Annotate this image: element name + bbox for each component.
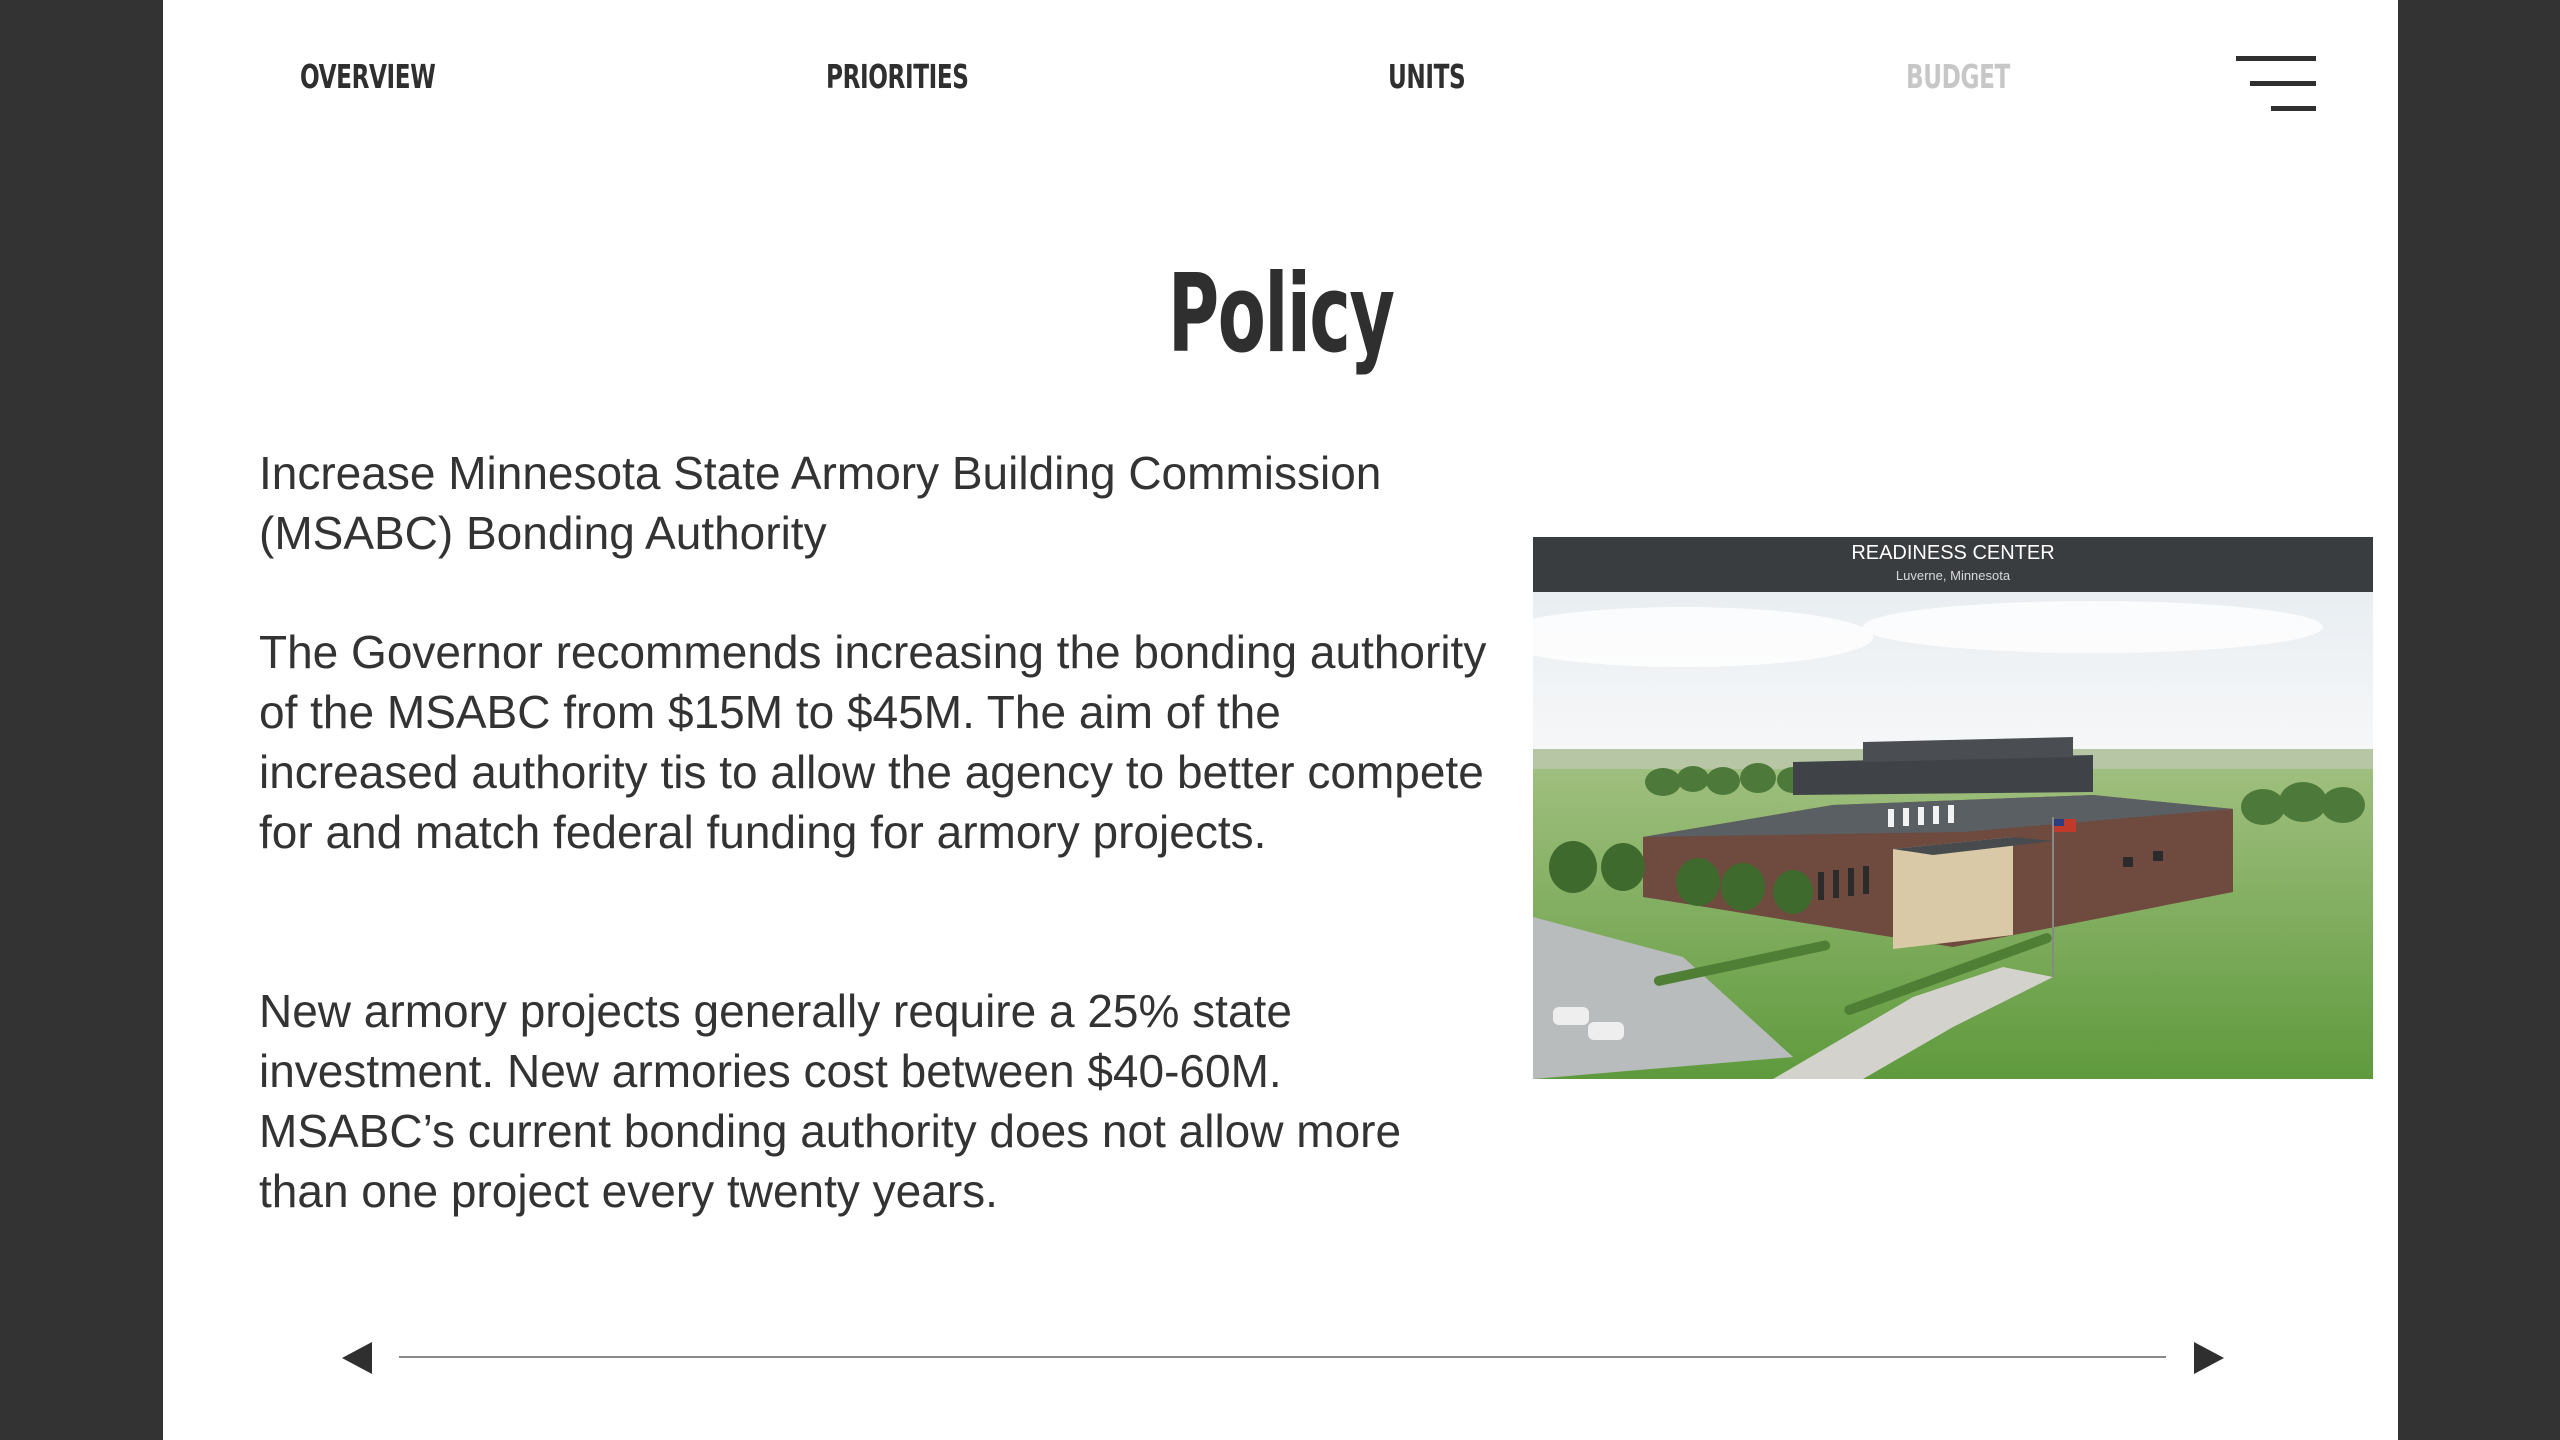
nav-units[interactable]: UNITS [1388,57,1466,96]
nav-budget[interactable]: BUDGET [1906,57,2010,96]
image-banner-subtitle: Luverne, Minnesota [1895,568,2011,583]
slide [163,0,2398,1440]
hamburger-menu-icon[interactable] [2233,54,2317,112]
page-title [163,250,2398,380]
image-banner-title: READINESS CENTER [1851,542,2055,564]
policy-paragraph-1: The Governor recommends increasing the bonding authority of the MSABC from $15M to $45M. The aim of the increased authority tis to allow the agency to better compete for and match federal funding for armory projects. [259,626,1487,858]
policy-heading: Increase Minnesota State Armory Building Commission (MSABC) Bonding Authority [259,447,1382,559]
nav-priorities[interactable]: PRIORITIES [826,57,969,96]
policy-paragraph-2: New armory projects generally require a 25% state investment. New armories cost between $40-60M. MSABC’s current bonding authority does not allow more than one project every twenty years. [259,985,1402,1217]
prev-arrow-icon[interactable] [340,1340,376,1376]
readiness-center-image [1533,537,2373,1079]
nav-overview[interactable]: OVERVIEW [300,57,436,96]
progress-bar[interactable] [399,1356,2166,1358]
page-title-text: Policy [1167,252,1394,377]
next-arrow-icon[interactable] [2190,1340,2226,1376]
